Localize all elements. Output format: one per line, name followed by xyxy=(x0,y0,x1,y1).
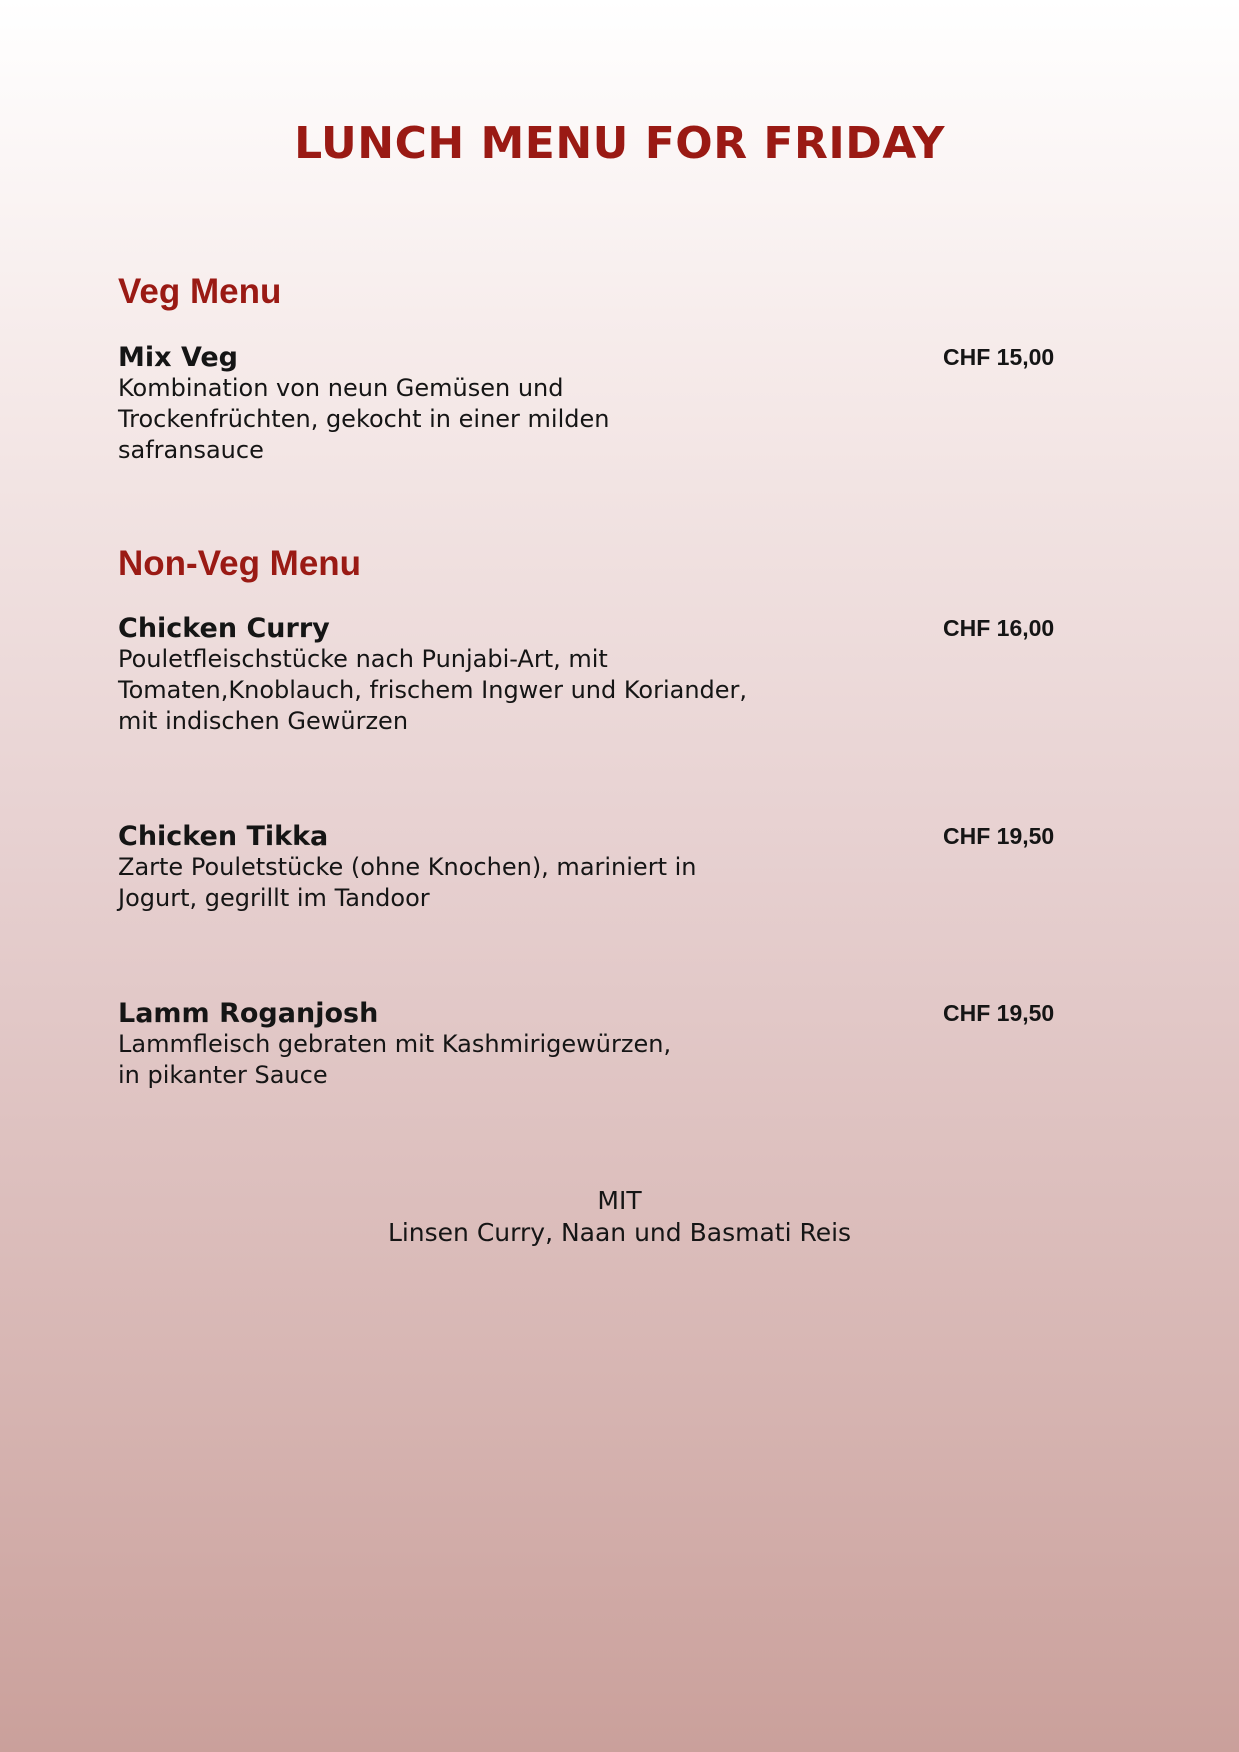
item-description xyxy=(118,373,838,466)
footer-line-sides: Linsen Curry, Naan und Basmati Reis xyxy=(387,1218,852,1247)
item-description xyxy=(118,852,838,914)
item-price: CHF 19,50 xyxy=(943,1000,1055,1026)
page-title: LUNCH MENU FOR FRIDAY xyxy=(294,118,945,169)
menu-item-chicken-tikka xyxy=(118,821,1058,914)
item-price: CHF 15,00 xyxy=(943,344,1055,370)
item-description xyxy=(118,1029,838,1091)
item-name: Chicken Tikka xyxy=(118,821,329,852)
item-description-line: in pikanter Sauce xyxy=(118,1061,328,1089)
section-heading-non-veg: Non-Veg Menu xyxy=(118,544,362,583)
menu-item-mix-veg xyxy=(118,342,1058,466)
menu-item-lamm-roganjosh xyxy=(118,998,1058,1091)
item-description-line: Lammfleisch gebraten mit Kashmirigewürzen, xyxy=(118,1030,672,1058)
menu-item-chicken-curry xyxy=(118,613,1058,737)
item-description-line: Zarte Pouletstücke (ohne Knochen), mariniert in xyxy=(118,853,697,881)
item-description xyxy=(118,644,838,737)
item-name: Mix Veg xyxy=(118,342,238,373)
menu-footer xyxy=(0,1185,1239,1249)
item-description-line: safransauce xyxy=(118,436,264,464)
item-description-line: mit indischen Gewürzen xyxy=(118,707,409,735)
section-heading-veg: Veg Menu xyxy=(118,272,282,311)
item-description-line: Jogurt, gegrillt im Tandoor xyxy=(118,884,430,912)
item-price: CHF 19,50 xyxy=(943,823,1055,849)
item-description-line: Tomaten,Knoblauch, frischem Ingwer und Koriander, xyxy=(118,676,748,704)
item-name: Lamm Roganjosh xyxy=(118,998,379,1029)
item-name: Chicken Curry xyxy=(118,613,330,644)
footer-line-mit: MIT xyxy=(597,1186,642,1215)
item-description-line: Trockenfrüchten, gekocht in einer milden xyxy=(118,405,610,433)
item-description-line: Kombination von neun Gemüsen und xyxy=(118,374,564,402)
item-price: CHF 16,00 xyxy=(943,615,1055,641)
item-description-line: Pouletfleischstücke nach Punjabi-Art, mit xyxy=(118,645,608,673)
